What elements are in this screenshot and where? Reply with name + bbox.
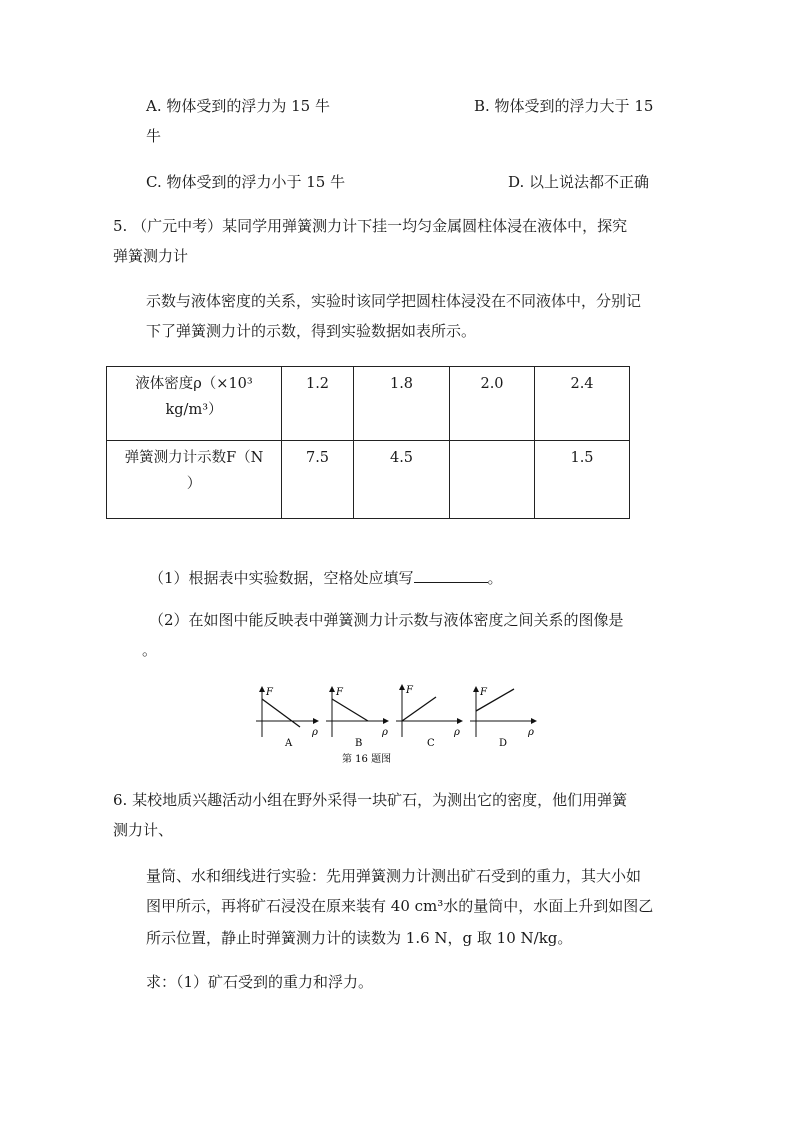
graph-a-y-label: F — [266, 687, 273, 698]
table-cell: 1.2 — [282, 367, 354, 441]
option-d: D. 以上说法都不正确 — [508, 173, 650, 191]
q5-sub-1 — [149, 566, 503, 588]
force-header-line-2: ） — [186, 476, 202, 492]
answer-blank — [414, 566, 488, 583]
density-header-line-2: kg/m³） — [165, 402, 223, 418]
option-b: B. 物体受到的浮力大于 15 — [474, 97, 654, 115]
table-header-density — [107, 367, 282, 441]
graph-c — [396, 685, 462, 749]
q6-line-2: 测力计、 — [113, 821, 174, 839]
option-a: A. 物体受到的浮力为 15 牛 — [146, 97, 330, 115]
q6-line-5: 所示位置，静止时弹簧测力计的读数为 1.6 N，g 取 10 N/kg。 — [146, 929, 573, 947]
q6-line-6: 求：（1）矿石受到的重力和浮力。 — [146, 973, 374, 991]
table-row-density — [107, 367, 630, 441]
graph-b-x-label: ρ — [382, 727, 388, 738]
table-row-force — [107, 441, 630, 519]
option-b-continued: 牛 — [146, 127, 162, 145]
table-cell: 7.5 — [282, 441, 354, 519]
graph-c-label: C — [427, 738, 435, 749]
graph-d-y-label: F — [480, 687, 487, 698]
table-header-force — [107, 441, 282, 519]
graph-b-label: B — [355, 738, 363, 749]
density-header-line-1: 液体密度ρ（×10³ — [135, 376, 253, 392]
graph-a-x-label: ρ — [312, 727, 318, 738]
graph-d-label: D — [499, 738, 508, 749]
graph-a-label: A — [285, 738, 293, 749]
graph-b — [326, 687, 388, 749]
graph-b-y-label: F — [336, 687, 343, 698]
graph-figure — [252, 683, 542, 767]
density-table — [106, 366, 630, 519]
table-cell: 1.5 — [535, 441, 630, 519]
graph-d-x-label: ρ — [528, 727, 534, 738]
table-cell: 2.4 — [535, 367, 630, 441]
q5-sub-1-text: （1）根据表中实验数据，空格处应填写 — [149, 569, 414, 587]
graph-d — [470, 687, 536, 749]
option-c: C. 物体受到的浮力小于 15 牛 — [146, 173, 346, 191]
q5-sub-2: （2）在如图中能反映表中弹簧测力计示数与液体密度之间关系的图像是 — [149, 611, 624, 629]
q5-line-3: 示数与液体密度的关系，实验时该同学把圆柱体浸没在不同液体中，分别记 — [146, 292, 642, 310]
graph-a — [256, 687, 318, 749]
q5-sub-2-end: 。 — [142, 641, 158, 659]
table-cell: 4.5 — [354, 441, 450, 519]
q5-line-4: 下了弹簧测力计的示数，得到实验数据如表所示。 — [146, 322, 477, 340]
table-cell-blank — [450, 441, 535, 519]
q5-line-1: 5. （广元中考）某同学用弹簧测力计下挂一均匀金属圆柱体浸在液体中，探究 — [113, 217, 628, 235]
force-header-line-1: 弹簧测力计示数F（N — [124, 450, 264, 466]
q5-sub-1-end: 。 — [487, 569, 503, 587]
q6-line-4: 图甲所示，再将矿石浸没在原来装有 40 cm³水的量筒中，水面上升到如图乙 — [146, 897, 654, 915]
graph-c-x-label: ρ — [454, 727, 460, 738]
figure-caption: 第 16 题图 — [342, 754, 392, 765]
table-cell: 2.0 — [450, 367, 535, 441]
table-cell: 1.8 — [354, 367, 450, 441]
q6-line-3: 量筒、水和细线进行实验：先用弹簧测力计测出矿石受到的重力，其大小如 — [146, 867, 642, 885]
q5-line-2: 弹簧测力计 — [113, 247, 189, 265]
q6-line-1: 6. 某校地质兴趣活动小组在野外采得一块矿石，为测出它的密度，他们用弹簧 — [113, 791, 628, 809]
graph-c-y-label: F — [406, 685, 413, 696]
